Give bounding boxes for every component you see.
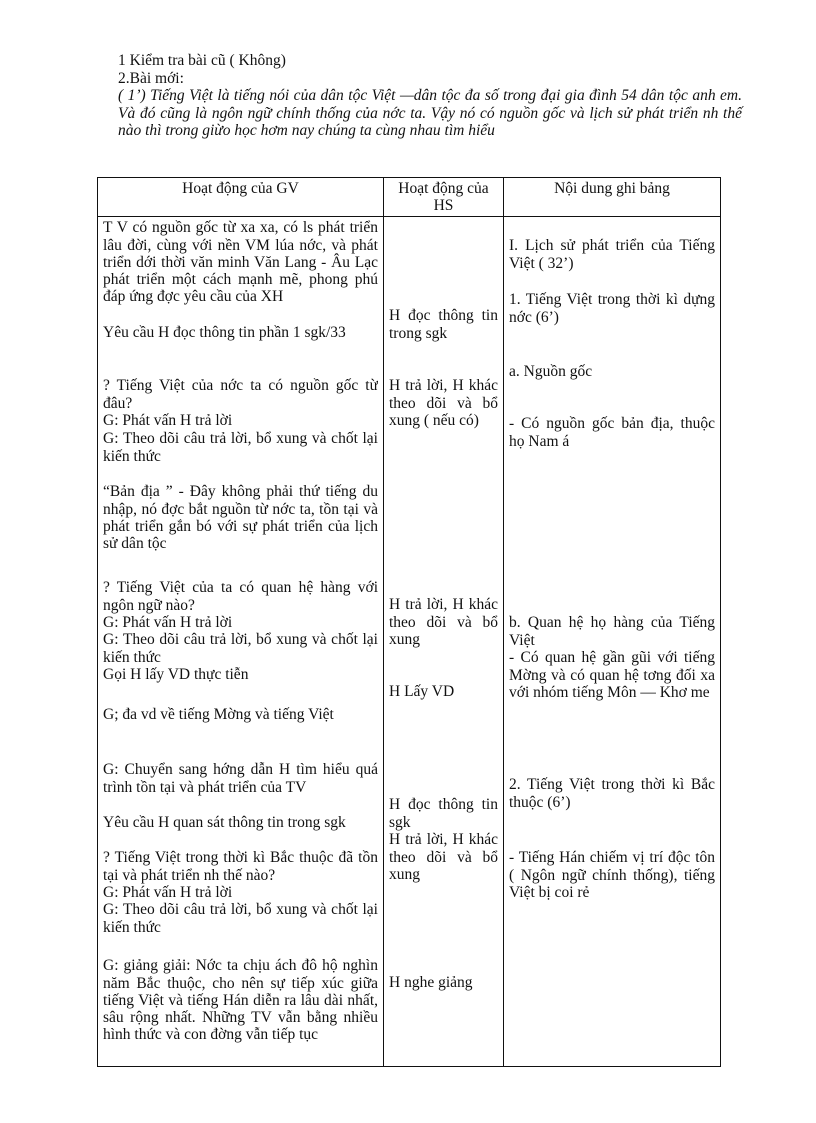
gv-paragraph: T V có nguồn gốc từ xa xa, có ls phát triển lâu đời, cùng với nền VM lúa nớc, và phát triển dới thời văn minh Văn Lang - Âu Lạc phát triển một cách mạnh mẽ, phong phú đáp ứng đợc yêu cầu của XH	[103, 219, 378, 306]
gv-paragraph: “Bản địa ” - Đây không phải thứ tiếng du nhập, nó đợc bắt nguồn từ nớc ta, tồn tại và phát triển gắn bó với sự phát triển của lịch sử dân tộc	[103, 483, 378, 553]
intro-lead-paragraph: ( 1’) Tiếng Việt là tiếng nói của dân tộc Việt —dân tộc đa số trong đại gia đình 54 dân tộc anh em. Và đó cũng là ngôn ngữ chính thống của nớc ta. Vậy nó có nguồn gốc và lịch sử phát triển nh thế nào thì trong giừo học hơm nay chúng ta cùng nhau tìm hiểu	[118, 87, 742, 139]
gv-paragraph: Yêu cầu H quan sát thông tin trong sgk	[103, 814, 346, 832]
gv-paragraph: Yêu cầu H đọc thông tin phần 1 sgk/33	[103, 324, 346, 342]
hs-paragraph: H đọc thông tin sgk	[389, 796, 498, 831]
gv-paragraph: G: giảng giải: Nớc ta chịu ách đô hộ nghìn năm Bắc thuộc, cho nên sự tiếp xúc giữa tiếng Việt và tiếng Hán diễn ra lâu dài nhất, sâu rộng nhất. Những TV vẫn bằng nhiều hình thức và con đờng vẫn tiếp tục	[103, 957, 378, 1044]
intro-new-lesson-line: 2.Bài mới:	[118, 69, 184, 87]
gv-paragraph: G: Phát vấn H trả lời	[103, 614, 233, 632]
nd-heading: 2. Tiếng Việt trong thời kì Bắc thuộc (6’)	[509, 776, 715, 811]
header-board-content: Nội dung ghi bảng	[504, 178, 721, 217]
board-content-cell	[504, 217, 721, 1067]
gv-question: ? Tiếng Việt của nớc ta có nguồn gốc từ đâu?	[103, 377, 378, 412]
gv-question: ? Tiếng Việt của ta có quan hệ hàng với ngôn ngữ nào?	[103, 579, 378, 614]
gv-question: ? Tiếng Việt trong thời kì Bắc thuộc đã tồn tại và phát triển nh thế nào?	[103, 849, 378, 884]
gv-paragraph: Gọi H lấy VD thực tiễn	[103, 666, 249, 684]
header-student-activity: Hoạt động của HS	[384, 178, 504, 217]
lesson-activity-table	[97, 177, 721, 1067]
nd-heading: I. Lịch sử phát triển của Tiếng Việt ( 32’)	[509, 237, 715, 272]
hs-paragraph: H Lấy VD	[389, 683, 455, 701]
table-header-row	[98, 178, 721, 217]
gv-paragraph: G: Theo dõi câu trả lời, bổ xung và chốt lại kiến thức	[103, 430, 378, 465]
gv-paragraph: G: Theo dõi câu trả lời, bổ xung và chốt lại kiến thức	[103, 901, 378, 936]
nd-paragraph: - Tiếng Hán chiếm vị trí độc tôn ( Ngôn ngữ chính thống), tiếng Việt bị coi rẻ	[509, 849, 715, 901]
hs-paragraph: H trả lời, H khác theo dõi và bổ xung	[389, 596, 498, 648]
nd-heading: 1. Tiếng Việt trong thời kì dựng nớc (6’)	[509, 291, 715, 326]
hs-paragraph: H trả lời, H khác theo dõi và bổ xung ( nếu có)	[389, 377, 498, 429]
nd-paragraph: - Có nguồn gốc bản địa, thuộc họ Nam á	[509, 415, 715, 450]
gv-paragraph: G; đa vd về tiếng Mờng và tiếng Việt	[103, 706, 334, 724]
gv-paragraph: G: Phát vấn H trả lời	[103, 884, 233, 902]
gv-paragraph: G: Theo dõi câu trả lời, bổ xung và chốt lại kiến thức	[103, 631, 378, 666]
nd-subheading: a. Nguồn gốc	[509, 363, 593, 381]
nd-paragraph: - Có quan hệ gần gũi với tiếng Mờng và có quan hệ tơng đối xa với nhóm tiếng Môn — Khơ me	[509, 649, 715, 701]
gv-paragraph: G: Chuyển sang hớng dẫn H tìm hiểu quá trình tồn tại và phát triển của TV	[103, 761, 378, 796]
gv-paragraph: G: Phát vấn H trả lời	[103, 412, 233, 430]
hs-paragraph: H trả lời, H khác theo dõi và bổ xung	[389, 831, 498, 883]
header-teacher-activity: Hoạt động của GV	[98, 178, 384, 217]
nd-subheading: b. Quan hệ họ hàng của Tiếng Việt	[509, 614, 715, 649]
intro-review-line: 1 Kiểm tra bài cũ ( Không)	[118, 52, 286, 69]
table-body-row	[98, 217, 721, 1067]
lesson-intro	[100, 52, 742, 140]
hs-paragraph: H đọc thông tin trong sgk	[389, 307, 498, 342]
student-activity-cell	[384, 217, 504, 1067]
teacher-activity-cell	[98, 217, 384, 1067]
hs-paragraph: H nghe giảng	[389, 974, 473, 992]
